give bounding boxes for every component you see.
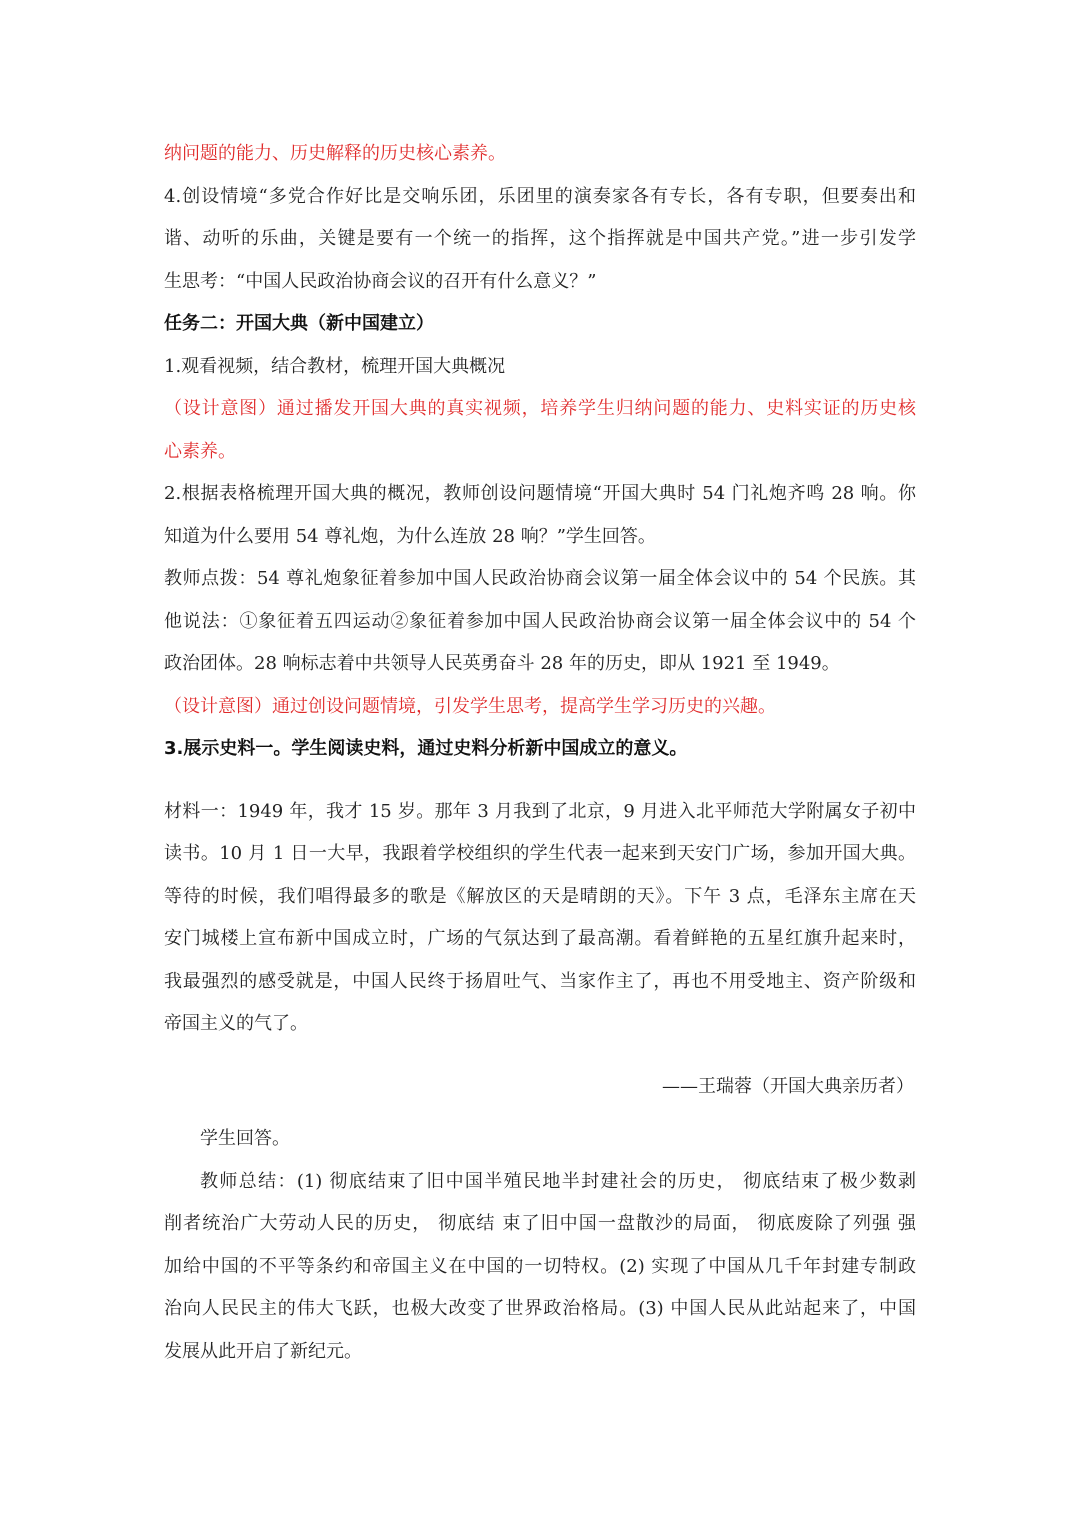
- item-2-line-1: 2.根据表格梳理开国大典的概况，教师创设问题情境“开国大典时 54 门礼炮齐鸣 28 响。你: [164, 483, 916, 504]
- material-1-line-4: 安门城楼上宣布新中国成立时，广场的气氛达到了最高潮。看着鲜艳的五星红旗升起来时，: [164, 928, 916, 949]
- material-1-line-6: 帝国主义的气了。: [164, 1013, 308, 1034]
- material-1-line-3: 等待的时候，我们唱得最多的歌是《解放区的天是晴朗的天》。下午 3 点，毛泽东主席在天: [164, 885, 916, 907]
- design-intent-1-line-2: 心素养。: [164, 440, 236, 462]
- spacer: [164, 771, 916, 791]
- item-4-line-1: 4.创设情境“多党合作好比是交响乐团，乐团里的演奏家各有专长，各有专职，但要奏出和: [164, 185, 916, 207]
- teacher-tip-line-2: 他说法：①象征着五四运动②象征着参加中国人民政治协商会议第一届全体会议中的 54 个: [164, 610, 916, 632]
- spacer: [164, 1046, 916, 1066]
- design-intent-1-line-1: （设计意图）通过播发开国大典的真实视频，培养学生归纳问题的能力、史料实证的历史核: [164, 398, 916, 419]
- teacher-summary-line-2: 削者统治广大劳动人民的历史， 彻底结 束了旧中国一盘散沙的局面， 彻底废除了列强 强: [164, 1213, 916, 1234]
- teacher-summary-line-1: 教师总结：(1) 彻底结束了旧中国半殖民地半封建社会的历史， 彻底结束了极少数剥: [200, 1170, 916, 1192]
- item-3-heading: 3.展示史料一。学生阅读史料，通过史料分析新中国成立的意义。: [164, 738, 688, 759]
- document-page: [164, 133, 916, 1373]
- task-2-heading: 任务二：开国大典（新中国建立）: [164, 313, 434, 334]
- teacher-tip-line-3: 政治团体。28 响标志着中共领导人民英勇奋斗 28 年的历史，即从 1921 至 1949。: [164, 653, 840, 674]
- material-1-line-2: 读书。10 月 1 日一大早，我跟着学校组织的学生代表一起来到天安门广场，参加开国大典。: [164, 843, 916, 864]
- student-answer: 学生回答。: [200, 1128, 290, 1149]
- teacher-tip-line-1: 教师点拨：54 尊礼炮象征着参加中国人民政治协商会议第一届全体会议中的 54 个民族。其: [164, 568, 916, 589]
- material-1-line-1: 材料一：1949 年，我才 15 岁。那年 3 月我到了北京，9 月进入北平师范大学附属女子初中: [164, 800, 916, 822]
- material-attribution: ——王瑞蓉（开国大典亲历者）: [662, 1075, 914, 1097]
- design-intent-tail: 纳问题的能力、历史解释的历史核心素养。: [164, 143, 506, 164]
- item-1: 1.观看视频，结合教材，梳理开国大典概况: [164, 355, 506, 377]
- item-4-line-3: 生思考：“中国人民政治协商会议的召开有什么意义？”: [164, 270, 597, 292]
- material-1-line-5: 我最强烈的感受就是，中国人民终于扬眉吐气、当家作主了，再也不用受地主、资产阶级和: [164, 970, 916, 992]
- teacher-summary-line-5: 发展从此开启了新纪元。: [164, 1340, 362, 1362]
- teacher-summary-line-4: 治向人民民主的伟大飞跃，也极大改变了世界政治格局。(3) 中国人民从此站起来了，中国: [164, 1298, 916, 1319]
- design-intent-2: （设计意图）通过创设问题情境，引发学生思考，提高学生学习历史的兴趣。: [164, 695, 776, 717]
- item-2-line-2: 知道为什么要用 54 尊礼炮，为什么连放 28 响？”学生回答。: [164, 525, 656, 547]
- teacher-summary-line-3: 加给中国的不平等条约和帝国主义在中国的一切特权。(2) 实现了中国从几千年封建专制政: [164, 1255, 916, 1277]
- item-4-line-2: 谐、动听的乐曲，关键是要有一个统一的指挥，这个指挥就是中国共产党。”进一步引发学: [164, 228, 916, 249]
- spacer: [164, 1108, 916, 1118]
